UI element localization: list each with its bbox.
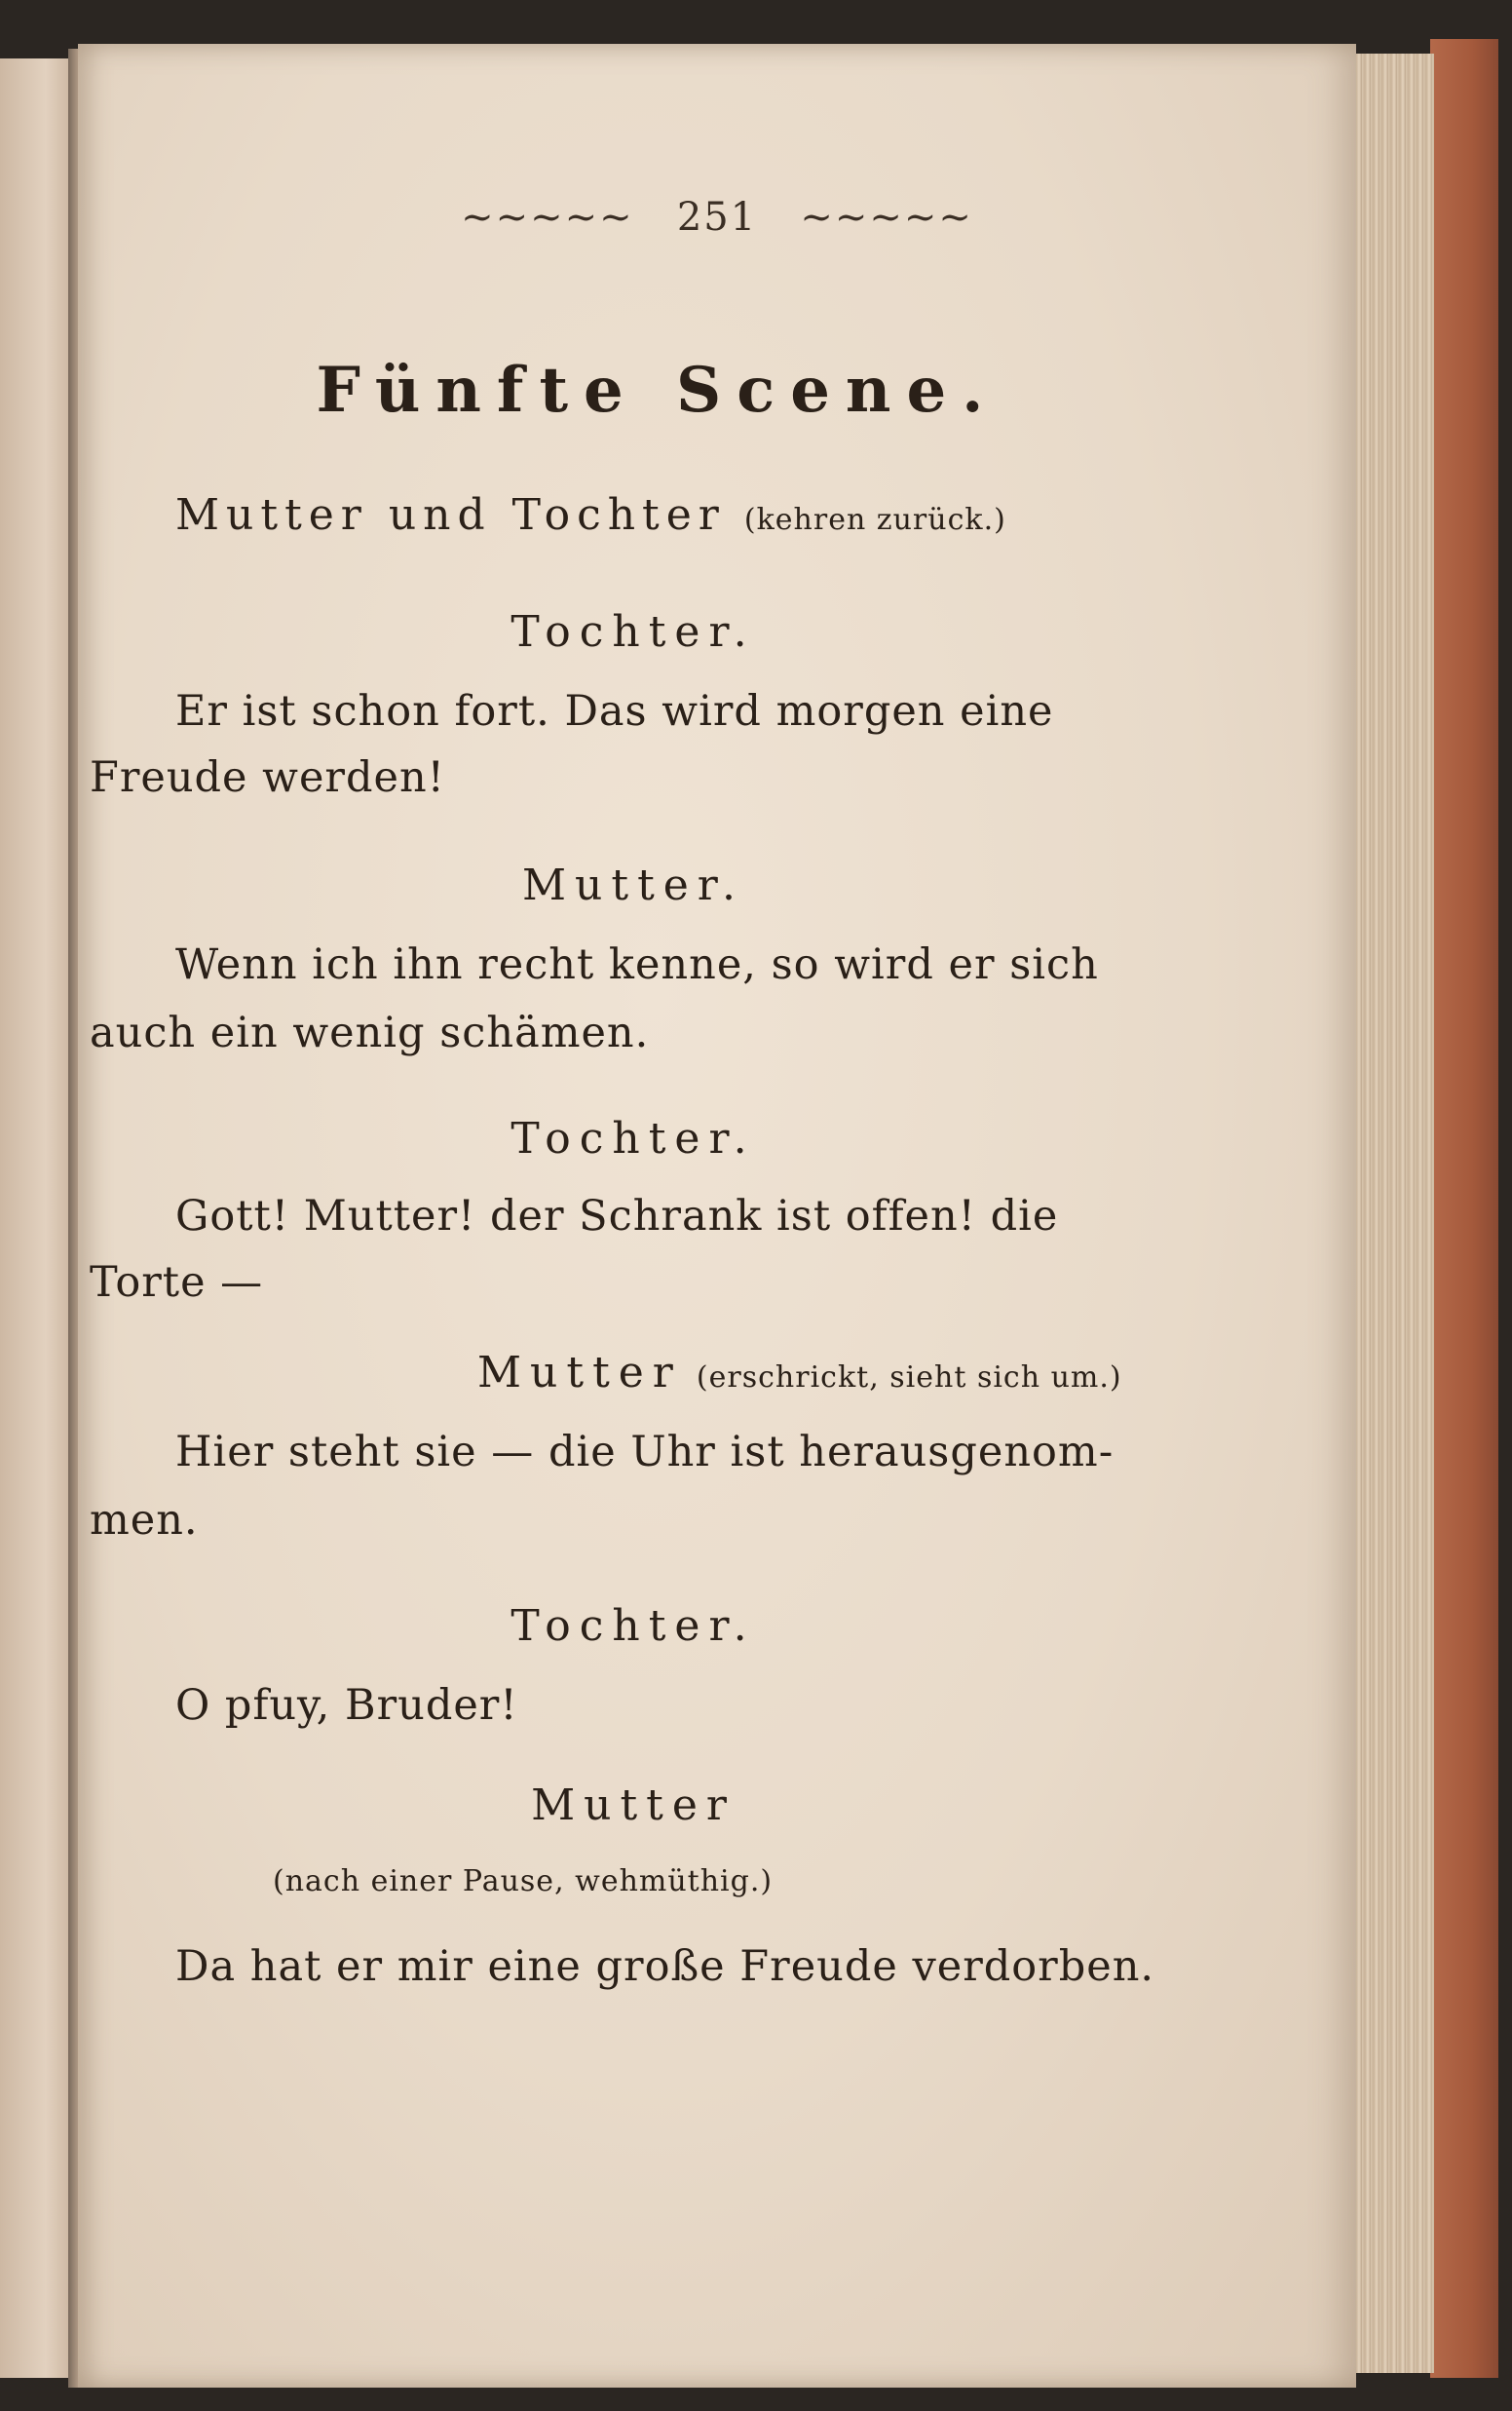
dialogue-line: Wenn ich ihn recht kenne, so wird er sich [175, 940, 1099, 989]
dialogue-line: Hier steht sie — die Uhr ist herausgenom- [175, 1428, 1115, 1476]
speaker-name: Mutter. [522, 861, 744, 910]
stage-direction-characters: Mutter und Tochter [175, 490, 726, 540]
scene-title: Fünfte Scene. [316, 354, 1000, 427]
stage-direction-note: (kehren zurück.) [743, 503, 1006, 537]
header-ornament-left: ~~~~~ [461, 195, 634, 240]
page-stack-edges [1344, 54, 1434, 2373]
page-number: 251 [676, 195, 758, 240]
dialogue-line: Gott! Mutter! der Schrank ist offen! die [175, 1192, 1059, 1241]
book-page [78, 44, 1356, 2388]
speaker-name: Tochter. [510, 1601, 756, 1651]
speaker-with-note [477, 1348, 1122, 1397]
dialogue-line: Er ist schon fort. Das wird morgen eine [175, 687, 1054, 736]
dialogue-line: Freude werden! [90, 753, 445, 802]
speaker-name: Tochter. [510, 607, 756, 657]
dialogue-line: Da hat er mir eine große Freude verdorben. [175, 1942, 1155, 1991]
stage-direction [175, 490, 1006, 540]
dialogue-line: Torte — [90, 1258, 264, 1307]
speaker-name: Mutter [477, 1348, 682, 1397]
speaker-note: (erschrickt, sieht sich um.) [696, 1360, 1122, 1395]
book-cover-edge [1430, 39, 1498, 2378]
header-ornament-right: ~~~~~ [800, 195, 973, 240]
dialogue-line: O pfuy, Bruder! [175, 1681, 518, 1730]
speaker-name: Tochter. [510, 1114, 756, 1164]
page-header [78, 195, 1356, 240]
left-page-edge [0, 58, 76, 2378]
speaker-note: (nach einer Pause, wehmüthig.) [273, 1864, 774, 1898]
speaker-name: Mutter [531, 1780, 736, 1830]
dialogue-line: men. [90, 1496, 199, 1545]
dialogue-line: auch ein wenig schämen. [90, 1009, 650, 1057]
